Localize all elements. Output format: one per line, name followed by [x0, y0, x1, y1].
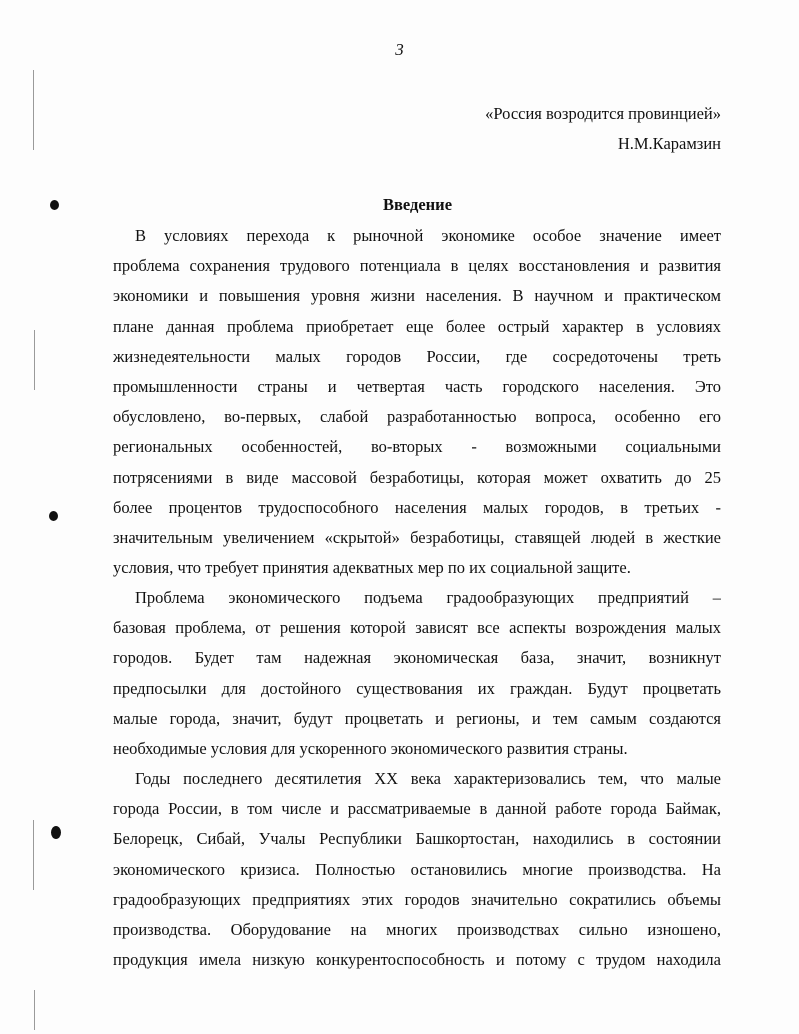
text-line: проблема сохранения трудового потенциала в целях восстановления и развития: [113, 256, 721, 276]
epigraph-author: Н.М.Карамзин: [617, 134, 721, 153]
text-line: региональных особенностей, во-вторых - возможными социальными: [113, 437, 721, 457]
epigraph-quote: «Россия возродится провинцией»: [485, 104, 721, 123]
text-line: жизнедеятельности малых городов России, где сосредоточены треть: [113, 346, 721, 366]
text-line: Белорецк, Сибай, Учалы Республики Башкортостан, находились в состоянии: [113, 829, 721, 849]
text-line: города России, в том числе и рассматриваемые в данной работе города Баймак,: [113, 799, 721, 819]
page-number: 3: [395, 40, 404, 59]
punch-hole-mark: [51, 826, 61, 839]
text-line: Проблема экономического подъема градообразующих предприятий –: [135, 588, 721, 607]
text-line: производства. Оборудование на многих производствах сильно изношено,: [113, 919, 721, 939]
text-line: потрясениями в виде массовой безработицы, которая может охватить до 25: [113, 467, 721, 487]
paragraph: [113, 221, 721, 583]
text-line: городов. Будет там надежная экономическая база, значит, возникнут: [113, 648, 721, 668]
text-line: малые города, значит, будут процветать и регионы, и тем самым создаются: [113, 708, 721, 728]
text-line: базовая проблема, от решения которой зависят все аспекты возрождения малых: [113, 618, 721, 638]
text-line: экономики и повышения уровня жизни населения. В научном и практическом: [113, 286, 721, 306]
text-line: значительным увеличением «скрытой» безработицы, ставящей людей в жесткие: [113, 527, 721, 547]
text-line: В условиях перехода к рыночной экономике особое значение имеет: [135, 226, 721, 245]
punch-hole-mark: [49, 511, 58, 521]
section-title: Введение: [382, 195, 453, 214]
scan-edge-line: [33, 820, 34, 890]
text-line: градообразующих предприятиях этих городов значительно сократились объемы: [113, 889, 721, 909]
text-line: обусловлено, во-первых, слабой разработанностью вопроса, особенно его: [113, 407, 721, 427]
text-line: предпосылки для достойного существования их граждан. Будут процветать: [113, 678, 721, 698]
text-line: плане данная проблема приобретает еще более острый характер в условиях: [113, 316, 721, 336]
text-line: более процентов трудоспособного населения малых городов, в третьих -: [113, 497, 721, 517]
text-line: промышленности страны и четвертая часть городского населения. Это: [113, 376, 721, 396]
text-line: продукция имела низкую конкурентоспособность и потому с трудом находила: [113, 950, 721, 970]
text-line: Годы последнего десятилетия XX века характеризовались тем, что малые: [135, 769, 721, 788]
scan-edge-line: [34, 330, 35, 390]
scan-edge-line: [33, 70, 34, 150]
scan-edge-line: [34, 990, 35, 1030]
text-line: необходимые условия для ускоренного экономического развития страны.: [113, 738, 628, 758]
text-line: условия, что требует принятия адекватных мер по их социальной защите.: [113, 558, 631, 578]
paragraph: [113, 583, 721, 764]
text-line: экономического кризиса. Полностью остановились многие производства. На: [113, 859, 721, 879]
paragraph: [113, 764, 721, 975]
